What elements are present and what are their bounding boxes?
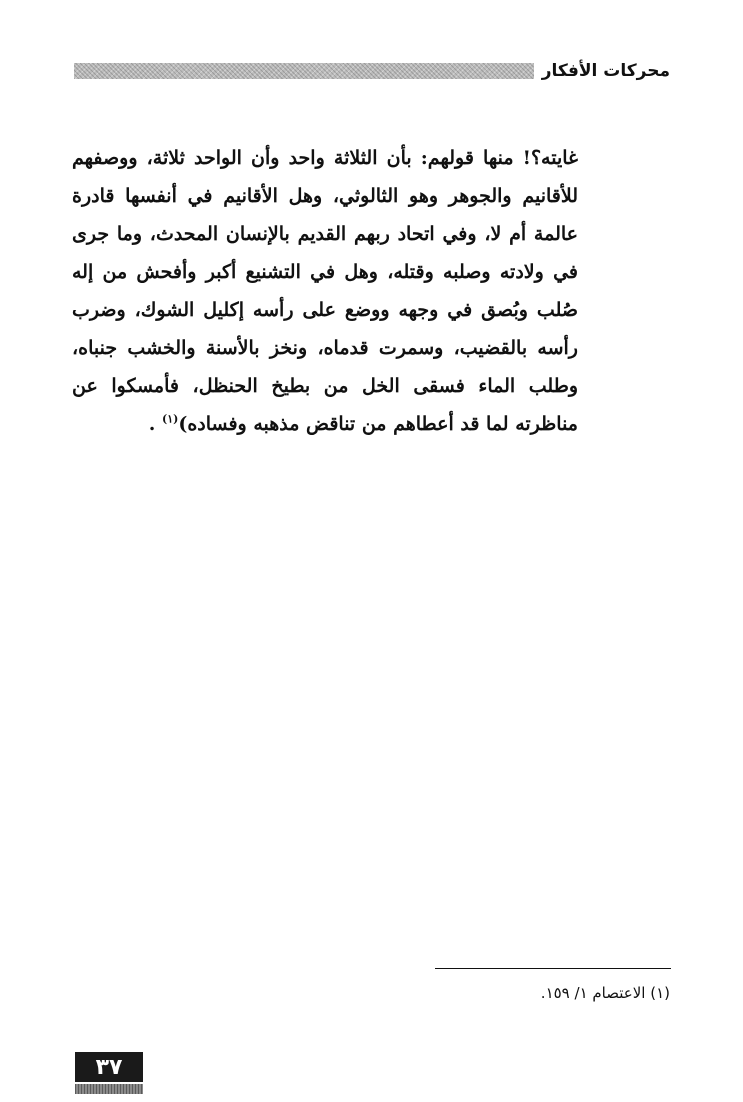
page-number-decoration — [75, 1084, 143, 1094]
header-decorative-bar — [74, 63, 534, 79]
page-number-box — [75, 1052, 143, 1082]
header-title: محركات الأفكار — [541, 61, 670, 81]
page-number: ٣٧ — [95, 1054, 123, 1080]
footnote-reference: (١) — [161, 412, 179, 426]
footnote-separator — [435, 968, 671, 969]
body-paragraph — [72, 139, 578, 443]
body-text: غايته؟! منها قولهم: بأن الثلاثة واحد وأن الواحد ثلاثة، ووصفهم للأقانيم والجوهر وهو الثالوثي، وهل الأقانيم في أنفسها قادرة عالمة أم لا، وفي اتحاد ربهم القديم بالإنسان المحدث، وما جرى في ولادته وصلبه وقتله، وهل في التشنيع أكبر وأفحش من إله صُلب وبُصق في وجهه ووضع على رأسه إكليل الشوك، وضرب رأسه بالقضيب، وسمرت قدماه، ونخز بالأسنة والخشب جنباه، وطلب الماء فسقى الخل من بطيخ الحنظل، فأمسكوا عن مناظرته لما قد أعطاهم من تناقض مذهبه وفساده) — [72, 147, 578, 435]
running-header — [74, 58, 670, 84]
footnote: (١) الاعتصام ١/ ١٥٩. — [540, 984, 670, 1002]
body-end-punctuation: . — [148, 413, 156, 435]
